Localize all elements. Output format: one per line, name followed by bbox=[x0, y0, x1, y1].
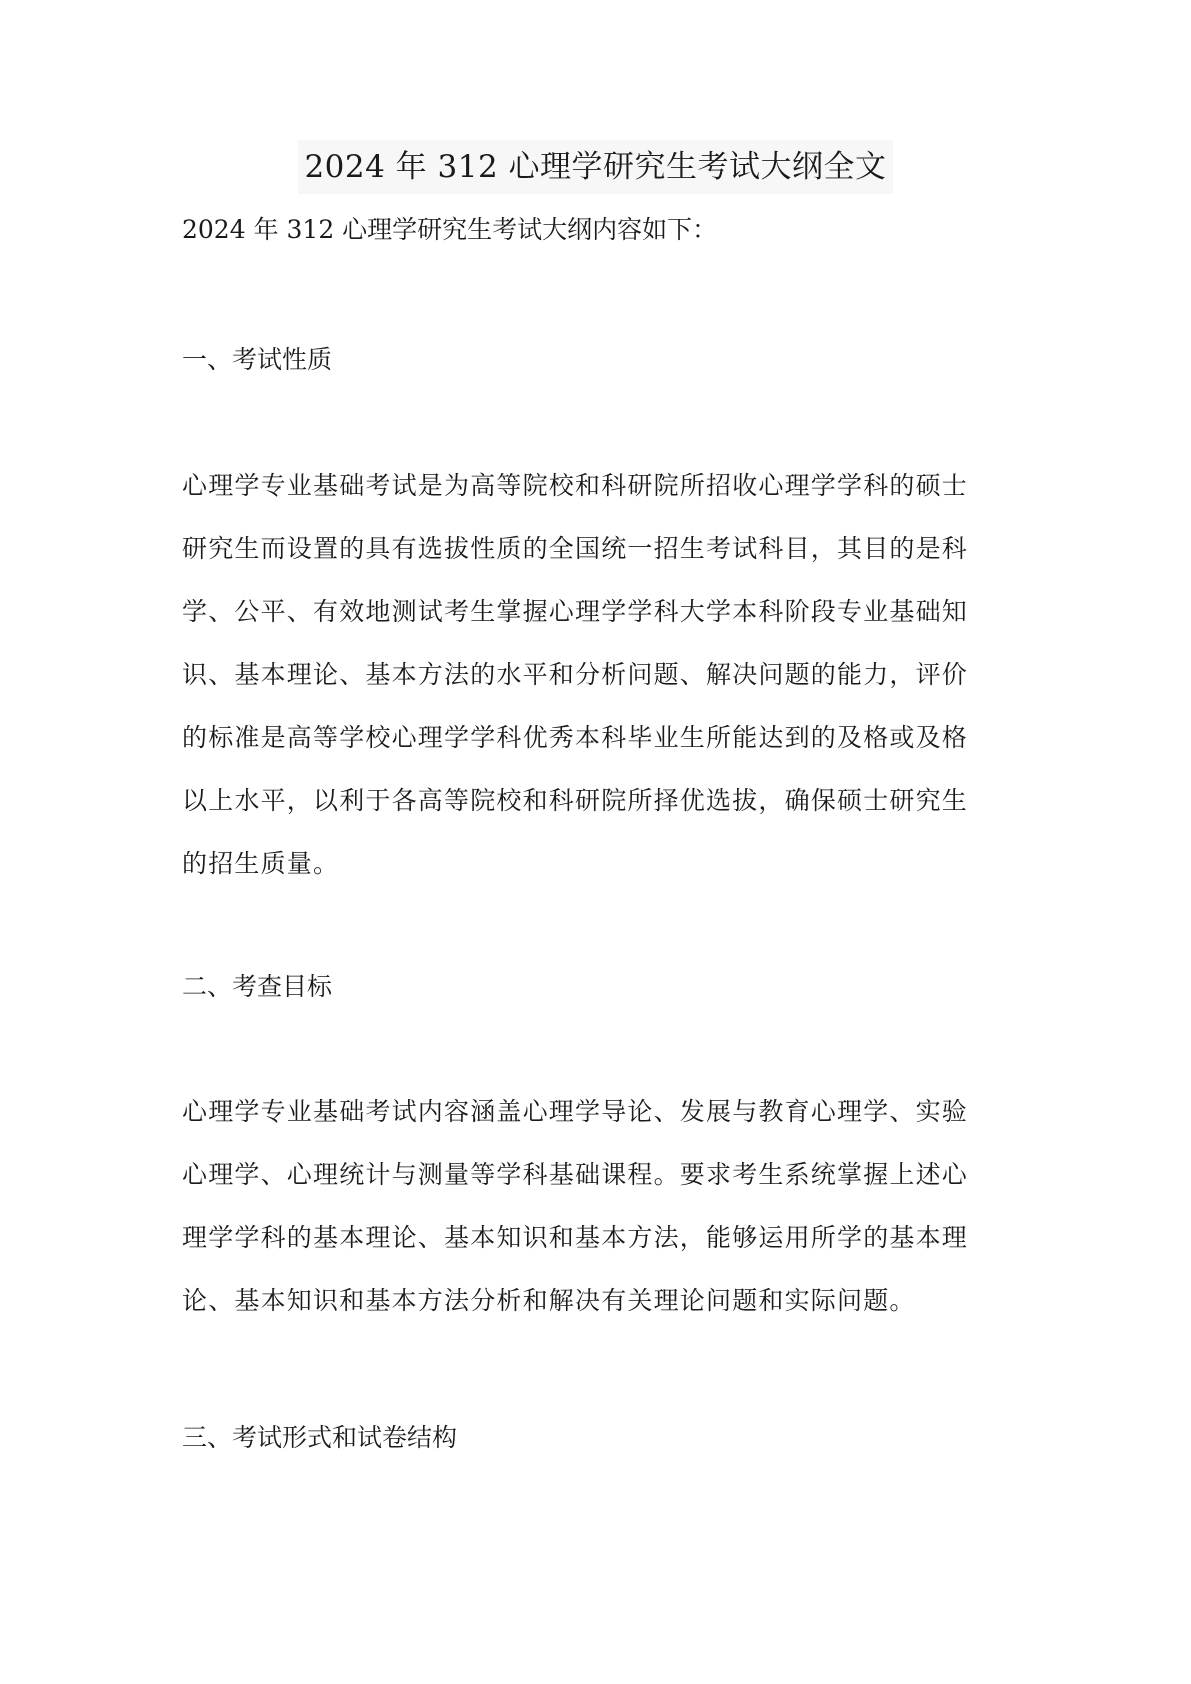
paragraph-line: 的标准是高等学校心理学学科优秀本科毕业生所能达到的及格或及格 bbox=[182, 723, 969, 752]
paragraph-line: 心理学专业基础考试内容涵盖心理学导论、发展与教育心理学、实验 bbox=[182, 1097, 969, 1126]
paragraph-line: 研究生而设置的具有选拔性质的全国统一招生考试科目，其目的是科 bbox=[182, 534, 969, 563]
paragraph-line: 识、基本理论、基本方法的水平和分析问题、解决问题的能力，评价 bbox=[182, 660, 969, 689]
section-paragraph-objectives bbox=[182, 1080, 1002, 1332]
paragraph-line: 的招生质量。 bbox=[182, 849, 340, 878]
section-heading-objectives: 二、考查目标 bbox=[182, 972, 333, 1001]
title-container bbox=[0, 140, 1191, 194]
intro-text: 2024 年 312 心理学研究生考试大纲内容如下： bbox=[182, 215, 718, 244]
paragraph-line: 学、公平、有效地测试考生掌握心理学学科大学本科阶段专业基础知 bbox=[182, 597, 969, 626]
document-title: 2024 年 312 心理学研究生考试大纲全文 bbox=[298, 140, 892, 194]
paragraph-line: 以上水平，以利于各高等院校和科研院所择优选拔，确保硕士研究生 bbox=[182, 786, 969, 815]
paragraph-line: 论、基本知识和基本方法分析和解决有关理论问题和实际问题。 bbox=[182, 1286, 916, 1315]
paragraph-line: 心理学、心理统计与测量等学科基础课程。要求考生系统掌握上述心 bbox=[182, 1160, 969, 1189]
section-heading-nature: 一、考试性质 bbox=[182, 345, 333, 374]
paragraph-line: 心理学专业基础考试是为高等院校和科研院所招收心理学学科的硕士 bbox=[182, 471, 969, 500]
section-paragraph-nature bbox=[182, 454, 1002, 895]
paragraph-line: 理学学科的基本理论、基本知识和基本方法，能够运用所学的基本理 bbox=[182, 1223, 969, 1252]
section-heading-format: 三、考试形式和试卷结构 bbox=[182, 1423, 458, 1452]
